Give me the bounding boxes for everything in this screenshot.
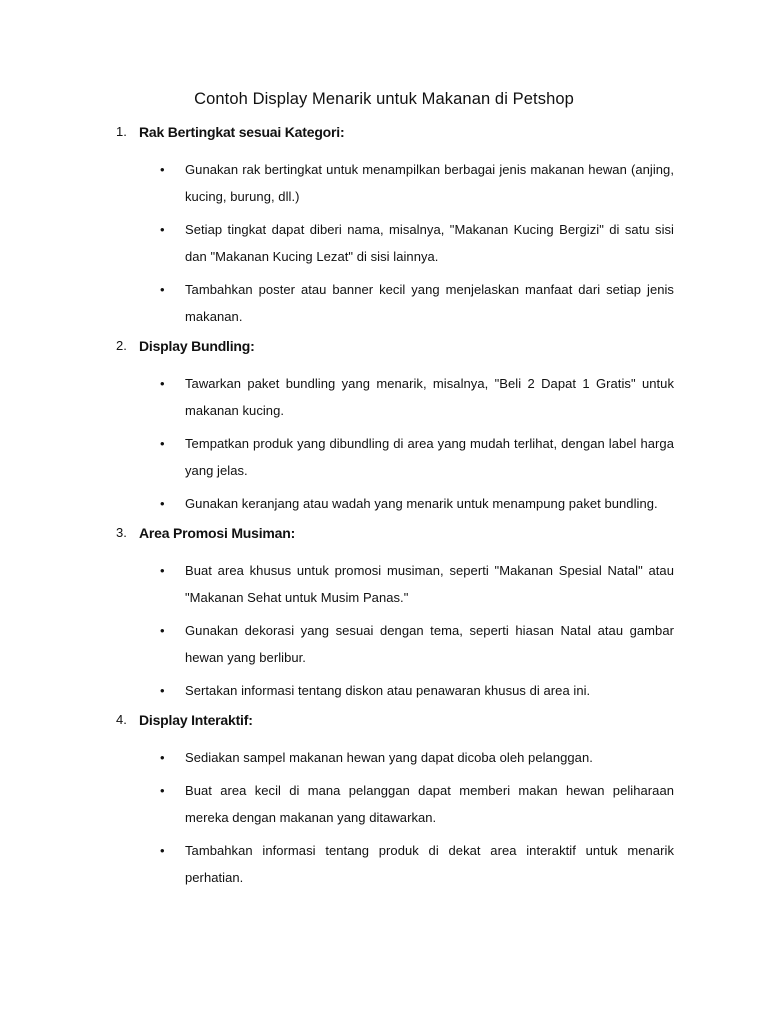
section-header — [0, 122, 768, 142]
bullet-icon: • — [160, 162, 165, 177]
list-item — [0, 557, 768, 611]
bullet-icon: • — [160, 843, 165, 858]
bullet-icon: • — [160, 683, 165, 698]
section-4 — [0, 710, 768, 891]
bullet-list — [0, 557, 768, 704]
section-number: 4. — [116, 712, 127, 727]
section-number: 1. — [116, 124, 127, 139]
list-item — [0, 677, 768, 704]
bullet-icon: • — [160, 282, 165, 297]
list-item — [0, 216, 768, 270]
list-item — [0, 156, 768, 210]
bullet-text: Gunakan rak bertingkat untuk menampilkan berbagai jenis makanan hewan (anjing, kucing, burung, dll.) — [185, 162, 674, 204]
section-heading: Display Bundling: — [139, 338, 255, 354]
section-2 — [0, 336, 768, 517]
bullet-list — [0, 744, 768, 891]
bullet-text: Tambahkan poster atau banner kecil yang menjelaskan manfaat dari setiap jenis makanan. — [185, 282, 674, 324]
bullet-text: Buat area kecil di mana pelanggan dapat memberi makan hewan peliharaan mereka dengan makanan yang ditawarkan. — [185, 783, 674, 825]
bullet-icon: • — [160, 783, 165, 798]
section-list — [0, 122, 768, 891]
list-item — [0, 777, 768, 831]
bullet-text: Tempatkan produk yang dibundling di area yang mudah terlihat, dengan label harga yang jelas. — [185, 436, 674, 478]
section-number: 2. — [116, 338, 127, 353]
bullet-icon: • — [160, 222, 165, 237]
list-item — [0, 617, 768, 671]
bullet-list — [0, 156, 768, 330]
list-item — [0, 490, 768, 517]
page-title: Contoh Display Menarik untuk Makanan di Petshop — [194, 90, 574, 108]
section-header — [0, 336, 768, 356]
bullet-icon: • — [160, 750, 165, 765]
bullet-text: Sediakan sampel makanan hewan yang dapat dicoba oleh pelanggan. — [185, 750, 593, 765]
bullet-text: Gunakan dekorasi yang sesuai dengan tema, seperti hiasan Natal atau gambar hewan yang berlibur. — [185, 623, 674, 665]
bullet-text: Tambahkan informasi tentang produk di dekat area interaktif untuk menarik perhatian. — [185, 843, 674, 885]
section-heading: Area Promosi Musiman: — [139, 525, 296, 541]
section-3 — [0, 523, 768, 704]
bullet-icon: • — [160, 623, 165, 638]
section-number: 3. — [116, 525, 127, 540]
list-item — [0, 744, 768, 771]
bullet-icon: • — [160, 436, 165, 451]
bullet-text: Sertakan informasi tentang diskon atau penawaran khusus di area ini. — [185, 683, 591, 698]
list-item — [0, 276, 768, 330]
section-header — [0, 710, 768, 730]
bullet-list — [0, 370, 768, 517]
list-item — [0, 430, 768, 484]
bullet-text: Buat area khusus untuk promosi musiman, seperti "Makanan Spesial Natal" atau "Makanan Sehat untuk Musim Panas." — [185, 563, 674, 605]
bullet-icon: • — [160, 563, 165, 578]
bullet-text: Setiap tingkat dapat diberi nama, misalnya, "Makanan Kucing Bergizi" di satu sisi dan "Makanan Kucing Lezat" di sisi lainnya. — [185, 222, 674, 264]
bullet-text: Gunakan keranjang atau wadah yang menarik untuk menampung paket bundling. — [185, 496, 658, 511]
bullet-icon: • — [160, 496, 165, 511]
section-1 — [0, 122, 768, 330]
section-heading: Display Interaktif: — [139, 712, 253, 728]
section-header — [0, 523, 768, 543]
bullet-icon: • — [160, 376, 165, 391]
section-heading: Rak Bertingkat sesuai Kategori: — [139, 124, 345, 140]
list-item — [0, 370, 768, 424]
bullet-text: Tawarkan paket bundling yang menarik, misalnya, "Beli 2 Dapat 1 Gratis" untuk makanan kucing. — [185, 376, 674, 418]
list-item — [0, 837, 768, 891]
